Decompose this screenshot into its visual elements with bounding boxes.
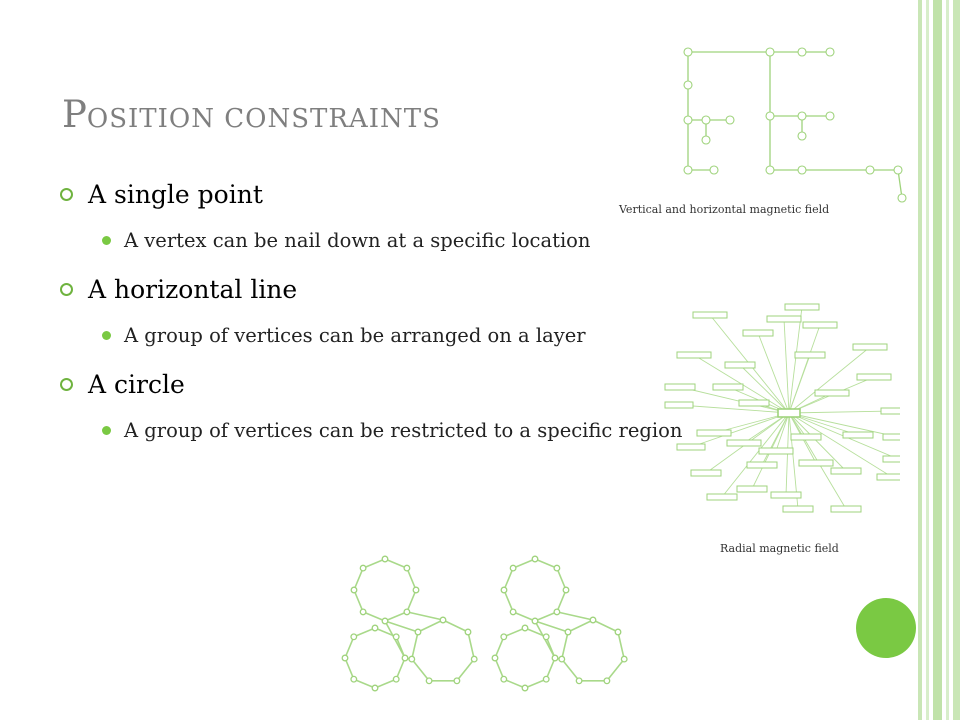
graph-edge — [535, 612, 557, 621]
graph-node — [440, 617, 446, 623]
graph-edge — [557, 568, 566, 590]
sub-bullet-text: A group of vertices can be restricted to a specific region — [124, 419, 683, 442]
radial-graph-figure — [655, 296, 900, 521]
graph-edge — [457, 659, 474, 681]
graph-node — [702, 116, 710, 124]
graph-edge — [789, 411, 896, 413]
graph-edge — [354, 590, 363, 612]
bullet-heading-text: A horizontal line — [88, 275, 298, 304]
graph-edge — [607, 659, 624, 681]
graph-edge — [770, 52, 830, 116]
orthogonal-graph-figure — [670, 40, 910, 208]
graph-node — [382, 556, 388, 562]
graph-edge — [513, 559, 535, 568]
graph-node — [677, 444, 705, 450]
graph-node — [710, 166, 718, 174]
graph-node — [697, 430, 731, 436]
graph-edge — [443, 620, 468, 632]
graph-node — [393, 676, 399, 682]
graph-node — [826, 48, 834, 56]
title-rest: OSITION CONSTRAINTS — [86, 104, 441, 134]
graph-node — [725, 362, 755, 368]
graph-node — [877, 474, 900, 480]
graph-edge — [618, 632, 624, 659]
graph-node — [501, 676, 507, 682]
graph-node — [501, 634, 507, 640]
graph-node — [747, 462, 777, 468]
graph-node — [799, 460, 833, 466]
graph-node — [831, 468, 861, 474]
decor-bar — [933, 0, 942, 720]
graph-node — [409, 656, 415, 662]
graph-node — [465, 629, 471, 635]
graph-node — [798, 166, 806, 174]
graph-node — [766, 166, 774, 174]
graph-edge — [770, 116, 902, 198]
graph-node — [785, 304, 819, 310]
graph-edge — [513, 612, 535, 621]
graph-node — [393, 634, 399, 640]
decor-circle — [856, 598, 916, 658]
graph-node — [766, 48, 774, 56]
decor-bar — [926, 0, 929, 720]
graph-edge — [562, 659, 579, 681]
graph-node — [843, 432, 873, 438]
graph-node — [360, 565, 366, 571]
graph-node — [791, 434, 821, 440]
caption-radial: Radial magnetic field — [720, 542, 839, 555]
graph-node — [426, 678, 432, 684]
graph-edge — [412, 632, 418, 659]
graph-edge — [468, 632, 474, 659]
bullet-list — [60, 178, 683, 463]
dot-bullet-icon — [102, 236, 111, 245]
graph-node — [815, 390, 849, 396]
graph-node — [342, 655, 348, 661]
graph-node — [372, 625, 378, 631]
graph-node — [798, 112, 806, 120]
graph-edge — [789, 307, 802, 413]
decor-bar — [953, 0, 960, 720]
graph-edge — [504, 590, 513, 612]
graph-node — [665, 402, 693, 408]
graph-edge — [776, 413, 789, 451]
graph-edge — [418, 620, 443, 632]
bullet-heading — [60, 273, 660, 307]
graph-node — [382, 618, 388, 624]
graph-node — [767, 316, 801, 322]
graph-node — [360, 609, 366, 615]
graph-node — [415, 629, 421, 635]
graph-node — [665, 384, 695, 390]
graph-node — [522, 625, 528, 631]
sub-bullet-text: A group of vertices can be arranged on a layer — [124, 324, 586, 347]
graph-node — [798, 48, 806, 56]
graph-node — [576, 678, 582, 684]
graph-edge — [407, 612, 443, 620]
graph-node — [894, 166, 902, 174]
dot-bullet-icon — [102, 331, 111, 340]
slide-title — [62, 93, 441, 136]
bullet-heading — [60, 178, 660, 212]
graph-edge — [385, 612, 407, 621]
graph-edge — [789, 413, 892, 477]
graph-node — [543, 676, 549, 682]
graph-node — [543, 634, 549, 640]
graph-edge — [722, 413, 789, 497]
graph-center-node — [778, 409, 800, 417]
graph-node — [522, 685, 528, 691]
graph-node — [402, 655, 408, 661]
graph-node — [510, 609, 516, 615]
graph-edge — [688, 120, 714, 170]
decor-bar — [946, 0, 949, 720]
graph-edge — [407, 568, 416, 590]
graph-edge — [557, 612, 593, 620]
graph-node — [883, 456, 900, 462]
graph-node — [853, 344, 887, 350]
graph-node — [691, 470, 721, 476]
graph-node — [563, 587, 569, 593]
graph-node — [826, 112, 834, 120]
sub-bullet — [60, 222, 684, 259]
graph-edge — [568, 620, 593, 632]
graph-node — [615, 629, 621, 635]
graph-node — [684, 166, 692, 174]
graph-node — [404, 609, 410, 615]
graph-node — [590, 617, 596, 623]
graph-node — [351, 587, 357, 593]
graph-edge — [407, 590, 416, 612]
graph-node — [621, 656, 627, 662]
graph-edge — [363, 559, 385, 568]
graph-edge — [688, 52, 730, 120]
graph-node — [857, 374, 891, 380]
graph-node — [501, 587, 507, 593]
sub-bullet — [60, 317, 684, 354]
bullet-heading-text: A single point — [88, 180, 263, 209]
graph-edge — [385, 559, 407, 568]
graph-node — [771, 492, 801, 498]
bullet-heading-text: A circle — [88, 370, 185, 399]
bullet-heading — [60, 368, 660, 402]
graph-edge — [557, 590, 566, 612]
graph-node — [766, 112, 774, 120]
decor-bar — [918, 0, 922, 720]
title-first-letter: P — [62, 93, 87, 136]
graph-node — [532, 618, 538, 624]
graph-node — [684, 116, 692, 124]
graph-node — [492, 655, 498, 661]
graph-node — [413, 587, 419, 593]
graph-node — [351, 676, 357, 682]
graph-node — [454, 678, 460, 684]
ring-bullet-icon — [60, 188, 73, 201]
graph-node — [471, 656, 477, 662]
graph-edge — [562, 632, 568, 659]
circular-region-graphs — [325, 540, 655, 720]
graph-node — [783, 506, 813, 512]
graph-node — [351, 634, 357, 640]
graph-node — [565, 629, 571, 635]
graph-node — [684, 81, 692, 89]
graph-node — [713, 384, 743, 390]
graph-node — [707, 494, 737, 500]
graph-edge — [593, 620, 618, 632]
ring-bullet-icon — [60, 378, 73, 391]
graph-node — [739, 400, 769, 406]
graph-edge — [784, 319, 789, 413]
graph-node — [532, 556, 538, 562]
graph-node — [404, 565, 410, 571]
graph-node — [552, 655, 558, 661]
sub-bullet-text: A vertex can be nail down at a specific location — [124, 229, 591, 252]
graph-node — [677, 352, 711, 358]
graph-node — [759, 448, 793, 454]
graph-node — [795, 352, 825, 358]
graph-node — [727, 440, 761, 446]
graph-node — [702, 136, 710, 144]
graph-node — [743, 330, 773, 336]
graph-node — [604, 678, 610, 684]
caption-vertical-horizontal: Vertical and horizontal magnetic field — [619, 203, 830, 216]
graph-node — [883, 434, 900, 440]
graph-node — [866, 166, 874, 174]
graph-node — [372, 685, 378, 691]
graph-node — [510, 565, 516, 571]
graph-edge — [354, 568, 363, 590]
graph-edge — [412, 659, 429, 681]
graph-node — [554, 565, 560, 571]
graph-node — [798, 132, 806, 140]
ring-bullet-icon — [60, 283, 73, 296]
graph-node — [559, 656, 565, 662]
dot-bullet-icon — [102, 426, 111, 435]
graph-node — [693, 312, 727, 318]
graph-node — [803, 322, 837, 328]
graph-node — [554, 609, 560, 615]
graph-node — [831, 506, 861, 512]
graph-node — [898, 194, 906, 202]
graph-edge — [504, 568, 513, 590]
graph-node — [684, 48, 692, 56]
graph-edge — [363, 612, 385, 621]
sub-bullet — [60, 412, 684, 449]
graph-node — [737, 486, 767, 492]
graph-node — [881, 408, 900, 414]
graph-node — [726, 116, 734, 124]
graph-edge — [535, 559, 557, 568]
